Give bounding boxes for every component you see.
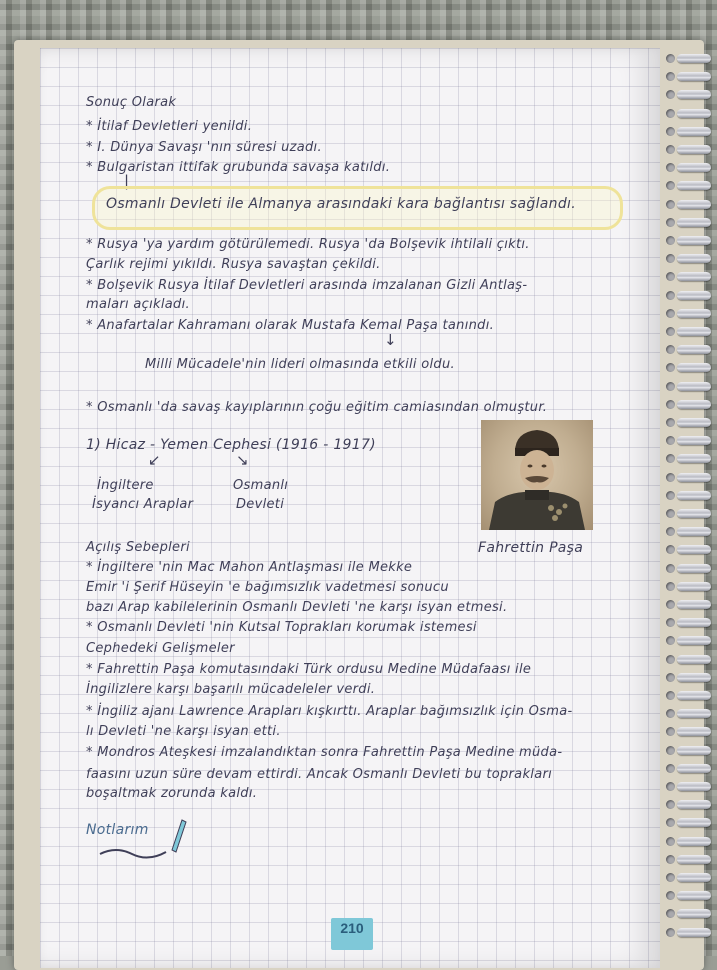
spiral-hole (666, 145, 675, 154)
spiral-coil (677, 72, 711, 81)
dev-line-6: faasını uzun süre devam ettirdi. Ancak Osmanlı Devleti bu toprakları (86, 767, 553, 782)
spiral-coil (677, 272, 711, 281)
spiral-coil (677, 454, 711, 463)
spiral-hole (666, 163, 675, 172)
spiral-hole (666, 90, 675, 99)
spiral-hole (666, 545, 675, 554)
result-line-3: * Bulgaristan ittifak grubunda savaşa katıldı. (86, 160, 391, 175)
spiral-hole (666, 855, 675, 864)
spiral-coil (677, 618, 711, 627)
spiral-coil (677, 800, 711, 809)
spiral-coil (677, 473, 711, 482)
page-number: 210 (340, 920, 364, 936)
spiral-hole (666, 272, 675, 281)
spiral-hole (666, 72, 675, 81)
side-right-1: Osmanlı (233, 478, 289, 493)
spiral-hole (666, 800, 675, 809)
dev-line-7: boşaltmak zorunda kaldı. (86, 786, 258, 801)
portrait-photo (481, 420, 593, 530)
spiral-coil (677, 309, 711, 318)
down-arrow-icon: ↓ (384, 331, 397, 349)
spiral-coil (677, 928, 711, 937)
side-right-2: Devleti (236, 497, 285, 512)
spiral-coil (677, 909, 711, 918)
spiral-hole (666, 564, 675, 573)
spiral-coil (677, 691, 711, 700)
line2-6: Milli Mücadele'nin lideri olmasında etkili oldu. (145, 357, 455, 372)
spiral-coil (677, 236, 711, 245)
spiral-coil (677, 600, 711, 609)
spiral-hole (666, 109, 675, 118)
spiral-coil (677, 837, 711, 846)
spiral-hole (666, 873, 675, 882)
spiral-hole (666, 709, 675, 718)
spiral-hole (666, 54, 675, 63)
spiral-hole (666, 837, 675, 846)
spiral-hole (666, 400, 675, 409)
spiral-hole (666, 891, 675, 900)
spiral-hole (666, 636, 675, 645)
spiral-hole (666, 928, 675, 937)
cause-line-4: * Osmanlı Devleti 'nin Kutsal Toprakları korumak istemesi (86, 620, 477, 635)
cause-line-3: bazı Arap kabilelerinin Osmanlı Devleti 'ne karşı isyan etmesi. (86, 600, 508, 615)
section-developments: Cephedeki Gelişmeler (86, 641, 235, 656)
spiral-coil (677, 673, 711, 682)
spiral-hole (666, 363, 675, 372)
spiral-coil (677, 363, 711, 372)
spiral-hole (666, 673, 675, 682)
cause-line-1: * İngiltere 'nin Mac Mahon Antlaşması ile Mekke (86, 560, 413, 575)
spiral-coil (677, 709, 711, 718)
spiral-hole (666, 291, 675, 300)
spiral-coil (677, 655, 711, 664)
side-left-2: İsyancı Araplar (92, 497, 194, 512)
spiral-coil (677, 127, 711, 136)
spiral-hole (666, 818, 675, 827)
spiral-coil (677, 345, 711, 354)
spiral-hole (666, 764, 675, 773)
dev-line-3: * İngiliz ajanı Lawrence Arapları kışkırttı. Araplar bağımsızlık için Osma- (86, 704, 573, 719)
section-causes: Açılış Sebepleri (86, 540, 190, 555)
spiral-hole (666, 746, 675, 755)
heading-sonuc: Sonuç Olarak (86, 95, 177, 110)
spiral-coil (677, 382, 711, 391)
spiral-coil (677, 436, 711, 445)
spiral-coil (677, 181, 711, 190)
spiral-hole (666, 254, 675, 263)
cause-line-2: Emir 'i Şerif Hüseyin 'e bağımsızlık vadetmesi sonucu (86, 580, 449, 595)
spiral-coil (677, 145, 711, 154)
spiral-coil (677, 163, 711, 172)
spiral-coil (677, 254, 711, 263)
spiral-coil (677, 636, 711, 645)
portrait-figure-icon (481, 420, 593, 530)
result-line-1: * İtilaf Devletleri yenildi. (86, 119, 253, 134)
spiral-coil (677, 582, 711, 591)
box-text: Osmanlı Devleti ile Almanya arasındaki kara bağlantısı sağlandı. (106, 196, 576, 212)
spiral-hole (666, 618, 675, 627)
front-title: 1) Hicaz - Yemen Cephesi (1916 - 1917) (86, 437, 376, 453)
spiral-binding (667, 48, 715, 948)
spiral-coil (677, 54, 711, 63)
pen-doodle-icon (96, 812, 196, 864)
spiral-coil (677, 418, 711, 427)
line2-3: * Bolşevik Rusya İtilaf Devletleri arasında imzalanan Gizli Antlaş- (86, 278, 528, 293)
line2-7: * Osmanlı 'da savaş kayıplarının çoğu eğitim camiasından olmuştur. (86, 400, 548, 415)
spiral-hole (666, 181, 675, 190)
spiral-coil (677, 218, 711, 227)
spiral-hole (666, 327, 675, 336)
spiral-coil (677, 400, 711, 409)
spiral-hole (666, 436, 675, 445)
spiral-hole (666, 454, 675, 463)
spiral-coil (677, 764, 711, 773)
line2-5: * Anafartalar Kahramanı olarak Mustafa Kemal Paşa tanındı. (86, 318, 495, 333)
spiral-coil (677, 873, 711, 882)
spiral-coil (677, 527, 711, 536)
arrow-right-icon: ↘ (236, 451, 249, 469)
spiral-coil (677, 291, 711, 300)
spiral-coil (677, 109, 711, 118)
side-left-1: İngiltere (97, 478, 154, 493)
spiral-hole (666, 909, 675, 918)
down-tick-icon: | (124, 172, 130, 190)
result-line-2: * I. Dünya Savaşı 'nın süresi uzadı. (86, 140, 322, 155)
spiral-coil (677, 746, 711, 755)
spiral-hole (666, 382, 675, 391)
spiral-hole (666, 782, 675, 791)
spiral-hole (666, 600, 675, 609)
dev-line-5: * Mondros Ateşkesi imzalandıktan sonra Fahrettin Paşa Medine müda- (86, 745, 563, 760)
spiral-hole (666, 309, 675, 318)
spiral-coil (677, 855, 711, 864)
spiral-hole (666, 509, 675, 518)
spiral-hole (666, 218, 675, 227)
photo-caption: Fahrettin Paşa (478, 540, 584, 556)
spiral-coil (677, 727, 711, 736)
spiral-hole (666, 655, 675, 664)
line2-1: * Rusya 'ya yardım götürülemedi. Rusya 'da Bolşevik ihtilali çıktı. (86, 237, 530, 252)
dev-line-2: İngilizlere karşı başarılı mücadeleler verdi. (86, 682, 376, 697)
spiral-hole (666, 127, 675, 136)
spiral-coil (677, 90, 711, 99)
spiral-hole (666, 473, 675, 482)
spiral-hole (666, 727, 675, 736)
line2-4: maları açıkladı. (86, 297, 190, 312)
spiral-hole (666, 236, 675, 245)
spiral-hole (666, 691, 675, 700)
spiral-hole (666, 345, 675, 354)
spiral-coil (677, 491, 711, 500)
spiral-coil (677, 564, 711, 573)
spiral-hole (666, 491, 675, 500)
spiral-coil (677, 327, 711, 336)
spiral-coil (677, 200, 711, 209)
arrow-left-icon: ↙ (148, 451, 161, 469)
spiral-coil (677, 818, 711, 827)
spiral-coil (677, 891, 711, 900)
spiral-hole (666, 582, 675, 591)
spiral-hole (666, 200, 675, 209)
line2-2: Çarlık rejimi yıkıldı. Rusya savaştan çekildi. (86, 257, 381, 272)
spiral-coil (677, 545, 711, 554)
spiral-coil (677, 782, 711, 791)
dev-line-4: lı Devleti 'ne karşı isyan etti. (86, 724, 281, 739)
notes-label: Notlarım (86, 822, 149, 838)
dev-line-1: * Fahrettin Paşa komutasındaki Türk ordusu Medine Müdafaası ile (86, 662, 532, 677)
spiral-coil (677, 509, 711, 518)
spiral-hole (666, 527, 675, 536)
spiral-hole (666, 418, 675, 427)
